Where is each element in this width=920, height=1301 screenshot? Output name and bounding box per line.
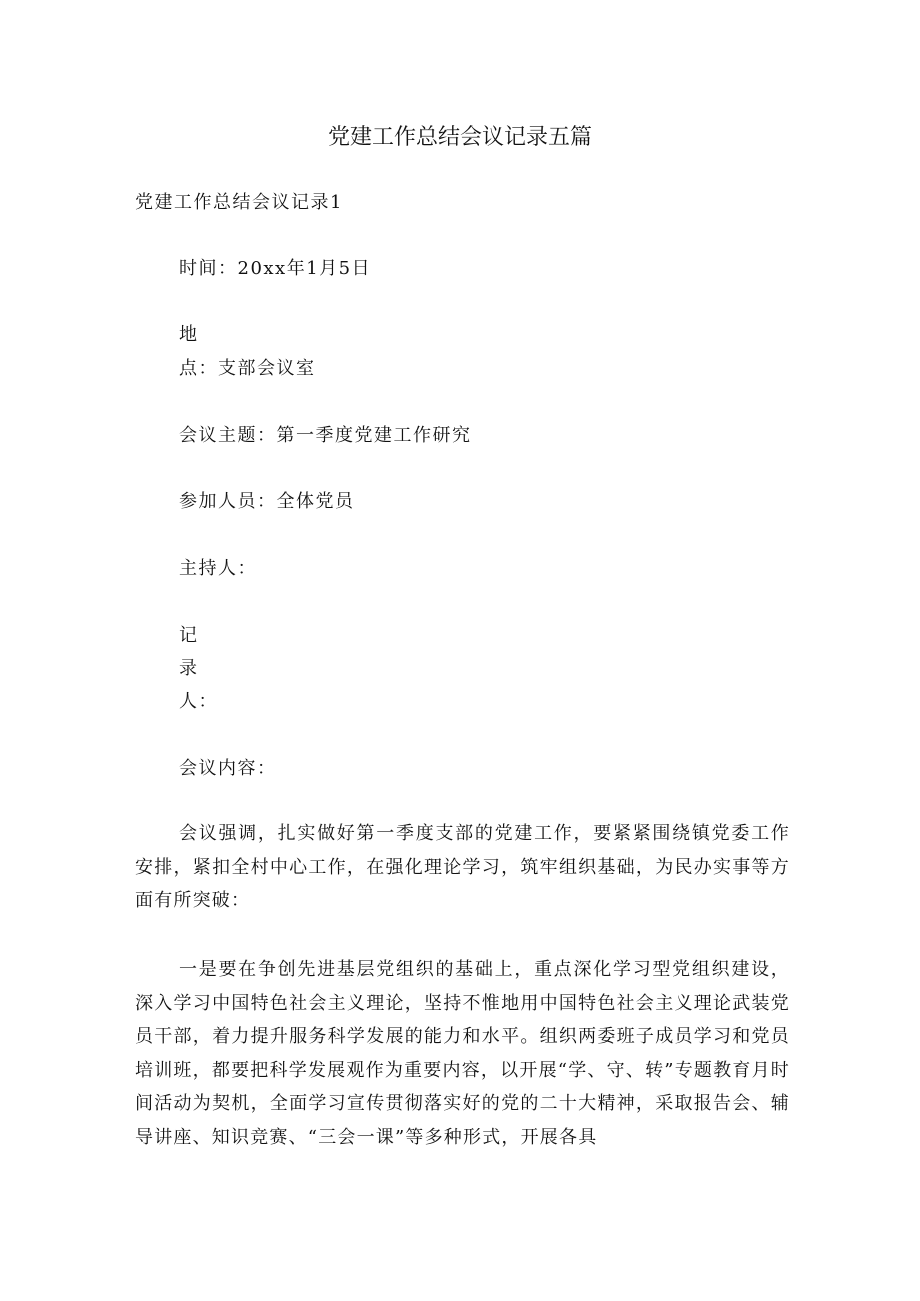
recorder-char: 记: [179, 625, 199, 646]
meeting-attendees: 参加人员：全体党员: [179, 491, 355, 512]
section-heading: 党建工作总结会议记录1: [135, 192, 343, 213]
recorder-char: 录: [179, 658, 199, 679]
meeting-host: 主持人：: [179, 558, 257, 579]
paragraph: 会议强调，扎实做好第一季度支部的党建工作，要紧紧围绕镇党委工作安排，紧扣全村中心工作，在强化理论学习，筑牢组织基础，为民办实事等方面有所突破：: [135, 823, 790, 911]
meeting-place: 点：支部会议室: [179, 358, 316, 379]
content-label: 会议内容：: [179, 758, 277, 779]
document-title: 党建工作总结会议记录五篇: [327, 125, 592, 150]
recorder-label: 人：: [179, 691, 218, 712]
meeting-time: 时间：20xx年1月5日: [179, 258, 372, 279]
paragraph: 一是要在争创先进基层党组织的基础上，重点深化学习型党组织建设，深入学习中国特色社会主义理论，坚持不惟地用中国特色社会主义理论武装党员干部，着力提升服务科学发展的能力和水平。组织两委班子成员学习和党员培训班，都要把科学发展观作为重要内容，以开展“学、守、转”专题教育月时间活动为契机，全面学习宣传贯彻落实好的党的二十大精神，采取报告会、辅导讲座、知识竞赛、“三会一课”等多种形式，开展各具: [135, 959, 790, 1148]
meeting-place-char: 地: [179, 324, 199, 345]
meeting-topic: 会议主题：第一季度党建工作研究: [179, 425, 472, 446]
